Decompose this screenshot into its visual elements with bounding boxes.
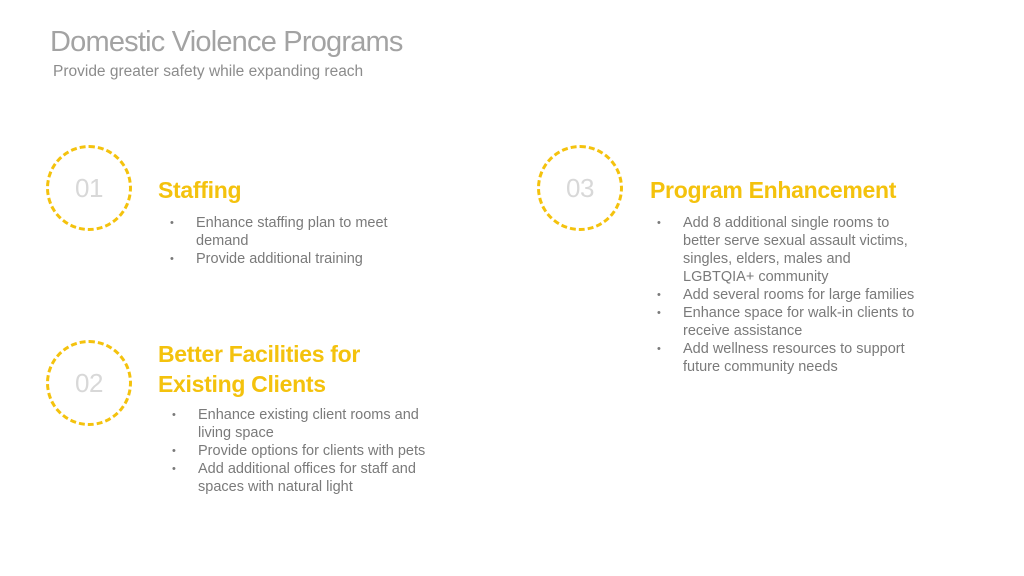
bullet-item: • Add wellness resources to support future community needs xyxy=(657,340,922,376)
section-number: 01 xyxy=(75,172,103,203)
bullet-item: • Provide options for clients with pets xyxy=(172,442,447,460)
section-bullets-staffing xyxy=(170,214,430,268)
section-number-badge xyxy=(46,145,132,231)
section-bullets-facilities xyxy=(172,406,447,496)
section-heading-staffing: Staffing xyxy=(158,177,242,203)
bullet-item: • Add additional offices for staff and spaces with natural light xyxy=(172,460,447,496)
section-heading-program: Program Enhancement xyxy=(650,177,897,203)
section-number: 03 xyxy=(566,172,594,203)
section-number-badge xyxy=(46,340,132,426)
bullet-item: • Add 8 additional single rooms to better serve sexual assault victims, singles, elders, males and LGBTQIA+ community xyxy=(657,214,922,286)
section-heading-line: Better Facilities for xyxy=(158,341,361,367)
bullet-item: • Enhance existing client rooms and living space xyxy=(172,406,447,442)
section-number: 02 xyxy=(75,367,103,398)
section-number-badge xyxy=(537,145,623,231)
bullet-item: • Enhance space for walk-in clients to receive assistance xyxy=(657,304,922,340)
bullet-item: • Enhance staffing plan to meet demand xyxy=(170,214,430,250)
bullet-item: • Provide additional training xyxy=(170,250,430,268)
section-heading-facilities xyxy=(158,339,360,399)
section-bullets-program xyxy=(657,214,922,376)
page-title: Domestic Violence Programs xyxy=(50,26,403,58)
bullet-item: • Add several rooms for large families xyxy=(657,286,922,304)
page-subtitle: Provide greater safety while expanding reach xyxy=(53,63,364,80)
section-heading-line: Existing Clients xyxy=(158,371,326,397)
